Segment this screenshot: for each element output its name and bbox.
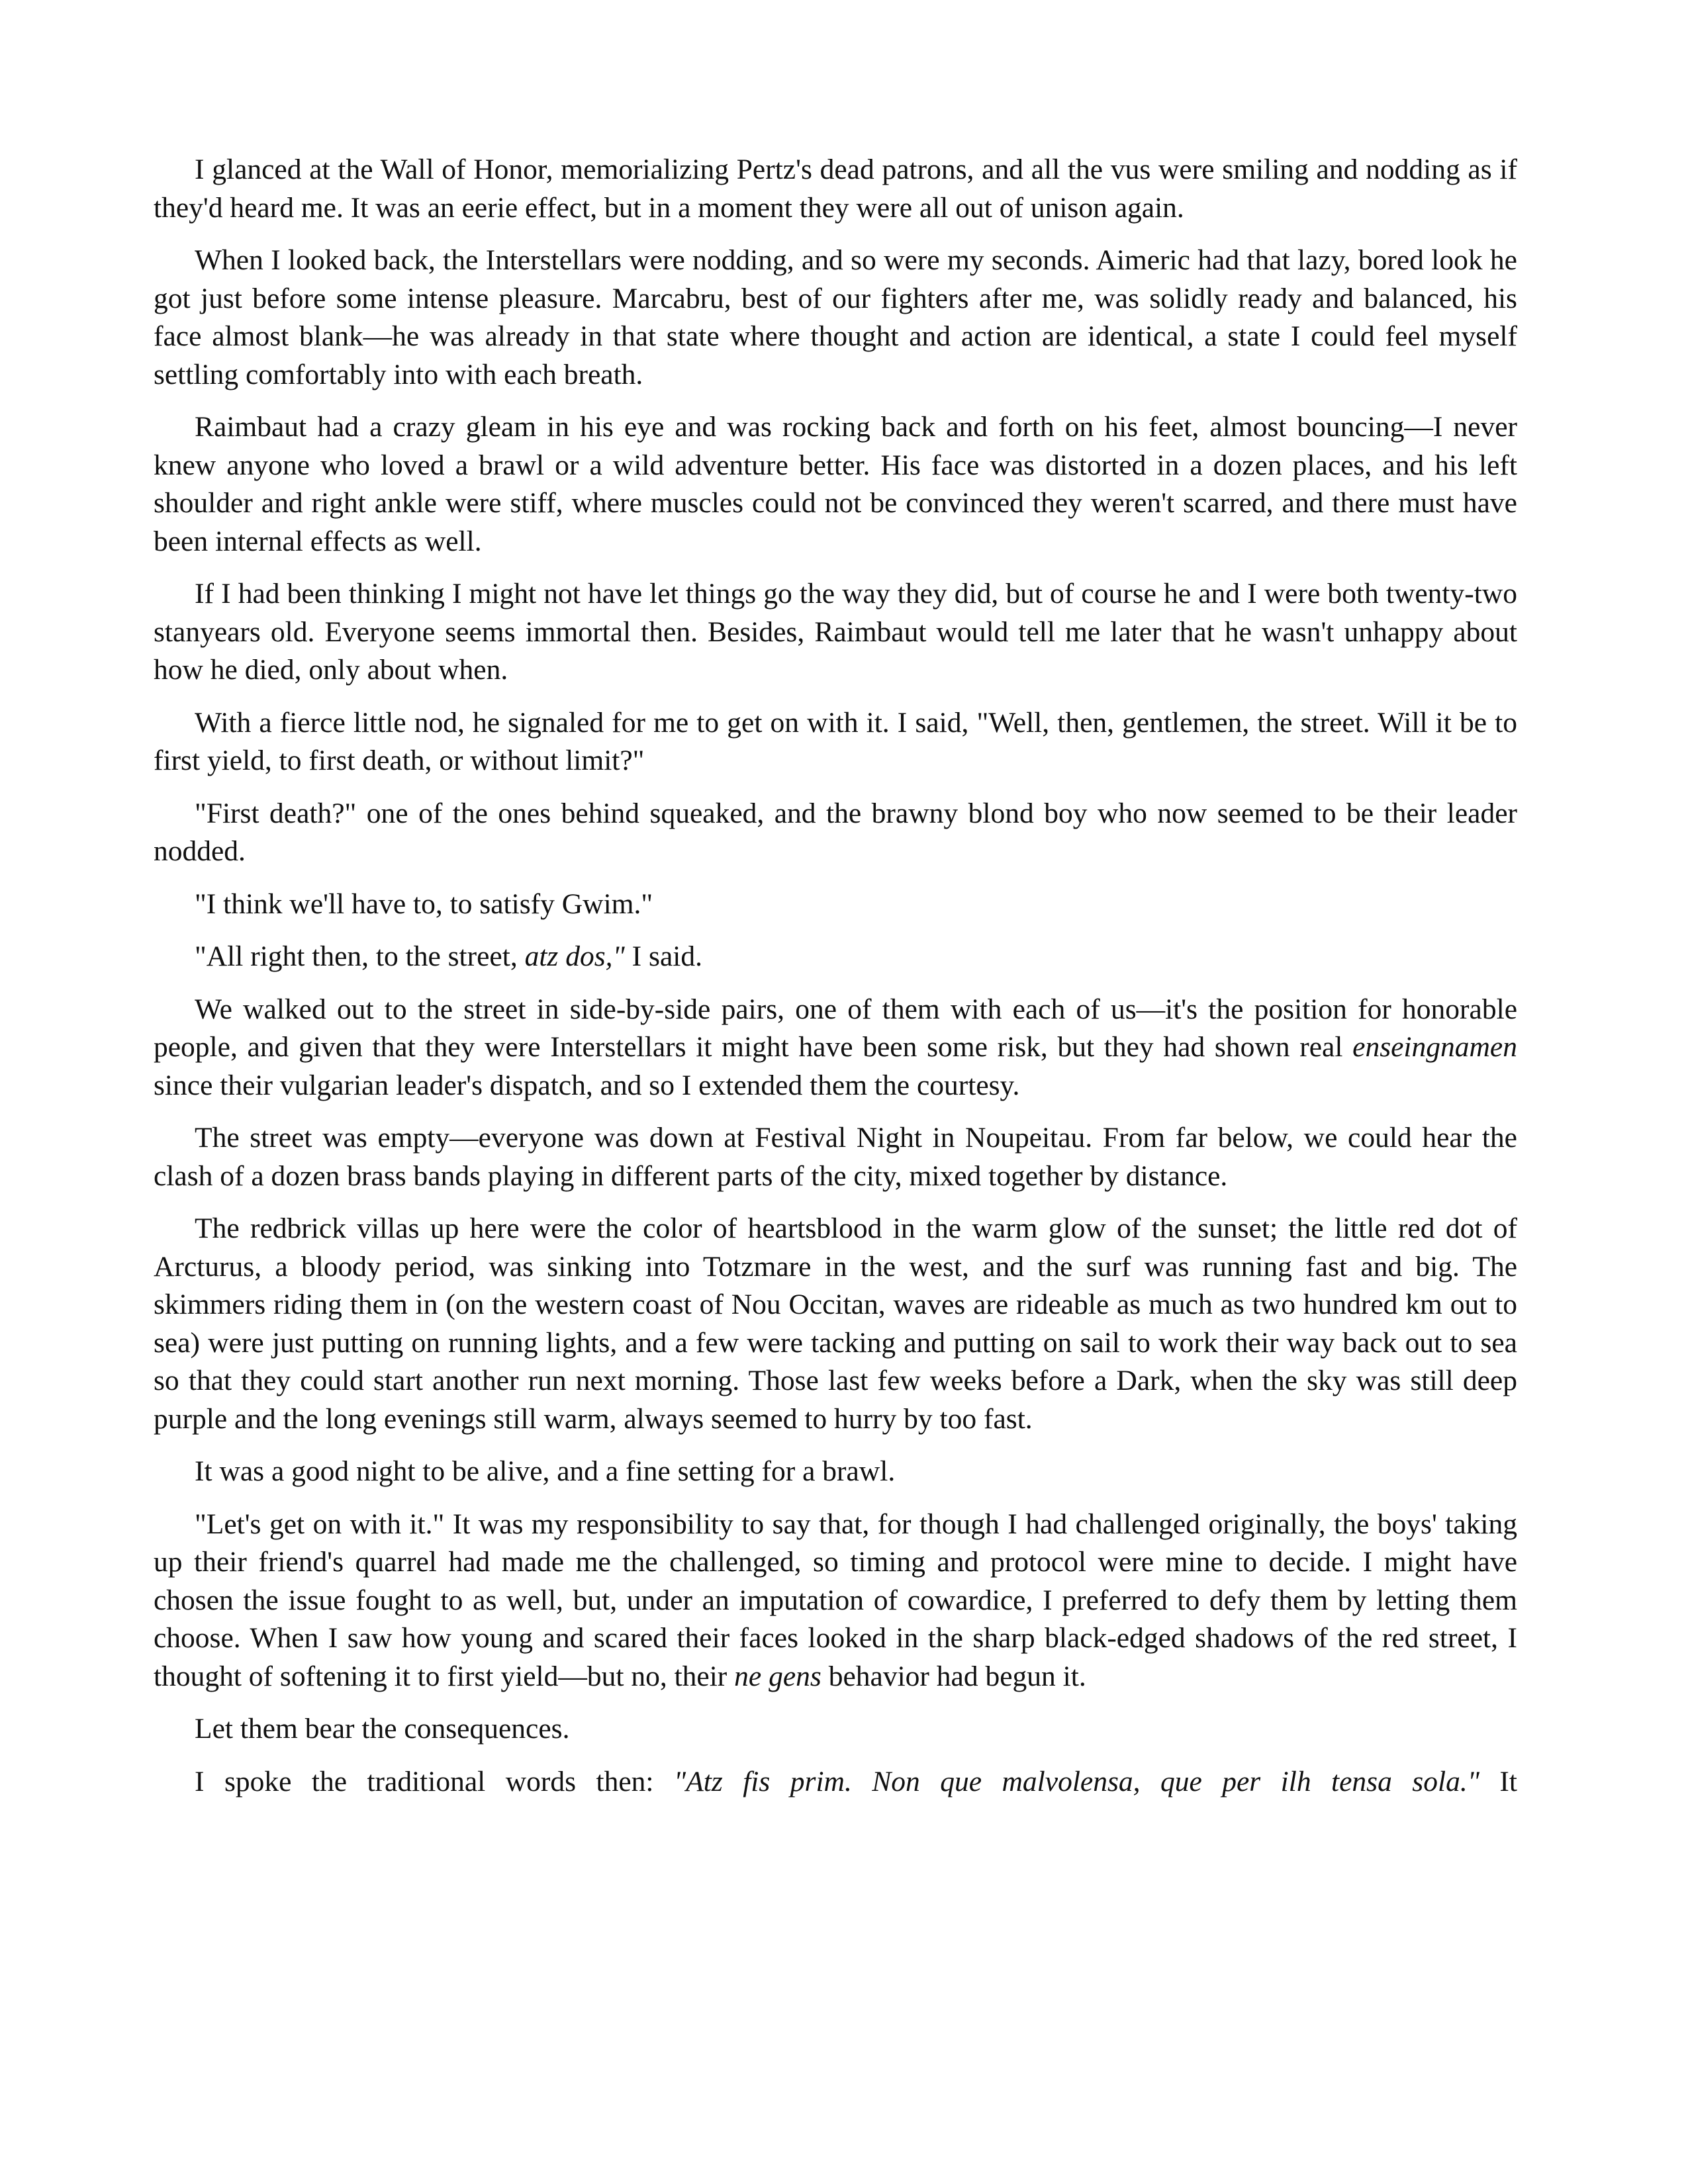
paragraph-text: I spoke the traditional words then:: [195, 1765, 674, 1797]
paragraph-7: [154, 886, 1517, 924]
paragraph-9: [154, 991, 1517, 1105]
paragraph-text: It was a good night to be alive, and a fine setting for a brawl.: [195, 1455, 896, 1487]
paragraph-text: It: [1479, 1765, 1517, 1797]
paragraph-6: [154, 795, 1517, 871]
paragraph-11: [154, 1210, 1517, 1438]
paragraph-4: [154, 575, 1517, 690]
paragraph-text: "All right then, to the street,: [195, 940, 525, 972]
paragraph-text: If I had been thinking I might not have let things go the way they did, but of course he and I were both twenty-two stanyears old. Everyone seems immortal then. Besides, Raimbaut would tell me later that he wasn't unhappy about how he died, only about when.: [154, 578, 1517, 686]
paragraph-2: [154, 242, 1517, 394]
paragraph-14: [154, 1710, 1517, 1749]
paragraph-8: [154, 938, 1517, 976]
paragraph-text: The redbrick villas up here were the color of heartsblood in the warm glow of the sunset; the little red dot of Arcturus, a bloody period, was sinking into Totzmare in the west, and the surf was running fast and big. The skimmers riding them in (on the western coast of Nou Occitan, waves are rideable as much as two hundred km out to sea) were just putting on running lights, and a few were tacking and putting on sail to work their way back out to sea so that they could start another run next morning. Those last few weeks before a Dark, when the sky was still deep purple and the long evenings still warm, always seemed to hurry by too fast.: [154, 1212, 1517, 1435]
paragraph-text: Raimbaut had a crazy gleam in his eye and was rocking back and forth on his feet, almost bouncing—I never knew anyone who loved a brawl or a wild adventure better. His face was distorted in a dozen places, and his left shoulder and right ankle were stiff, where muscles could not be convinced they weren't scarred, and there must have been internal effects as well.: [154, 411, 1517, 557]
paragraph-text: behavior had begun it.: [821, 1660, 1086, 1692]
paragraph-text: I glanced at the Wall of Honor, memorializing Pertz's dead patrons, and all the vus were smiling and nodding as if they'd heard me. It was an eerie effect, but in a moment they were all out of unison again.: [154, 154, 1517, 224]
italic-phrase: enseingnamen: [1352, 1031, 1517, 1063]
paragraph-text: I said.: [624, 940, 702, 972]
paragraph-1: [154, 151, 1517, 227]
italic-phrase: ne gens: [734, 1660, 821, 1692]
paragraph-text: We walked out to the street in side-by-side pairs, one of them with each of us—it's the position for honorable people, and given that they were Interstellars it might have been some risk, but they had shown real: [154, 993, 1517, 1063]
paragraph-3: [154, 408, 1517, 561]
paragraph-text: "I think we'll have to, to satisfy Gwim.": [195, 887, 653, 920]
paragraph-text: When I looked back, the Interstellars were nodding, and so were my seconds. Aimeric had that lazy, bored look he got just before some intense pleasure. Marcabru, best of our fighters after me, was solidly ready and balanced, his face almost blank—he was already in that state where thought and action are identical, a state I could feel myself settling comfortably into with each breath.: [154, 244, 1517, 390]
paragraph-10: [154, 1119, 1517, 1195]
paragraph-text: since their vulgarian leader's dispatch, and so I extended them the courtesy.: [154, 1069, 1020, 1101]
book-page: [154, 151, 1517, 1815]
paragraph-12: [154, 1453, 1517, 1491]
paragraph-text: "First death?" one of the ones behind squeaked, and the brawny blond boy who now seemed to be their leader nodded.: [154, 797, 1517, 867]
paragraph-5: [154, 704, 1517, 780]
paragraph-text: Let them bear the consequences.: [195, 1713, 570, 1745]
italic-phrase: "Atz fis prim. Non que malvolensa, que per ilh tensa sola.": [673, 1765, 1479, 1797]
paragraph-text: With a fierce little nod, he signaled for me to get on with it. I said, "Well, then, gentlemen, the street. Will it be to first yield, to first death, or without limit?": [154, 706, 1517, 776]
paragraph-text: The street was empty—everyone was down at Festival Night in Noupeitau. From far below, we could hear the clash of a dozen brass bands playing in different parts of the city, mixed together by distance.: [154, 1122, 1517, 1192]
paragraph-text: "Let's get on with it." It was my responsibility to say that, for though I had challenged originally, the boys' taking up their friend's quarrel had made me the challenged, so timing and protocol were mine to decide. I might have chosen the issue fought to as well, but, under an imputation of cowardice, I preferred to defy them by letting them choose. When I saw how young and scared their faces looked in the sharp black-edged shadows of the red street, I thought of softening it to first yield—but no, their: [154, 1508, 1517, 1692]
paragraph-13: [154, 1506, 1517, 1696]
italic-phrase: atz dos,": [524, 940, 625, 972]
paragraph-15: [154, 1763, 1517, 1801]
